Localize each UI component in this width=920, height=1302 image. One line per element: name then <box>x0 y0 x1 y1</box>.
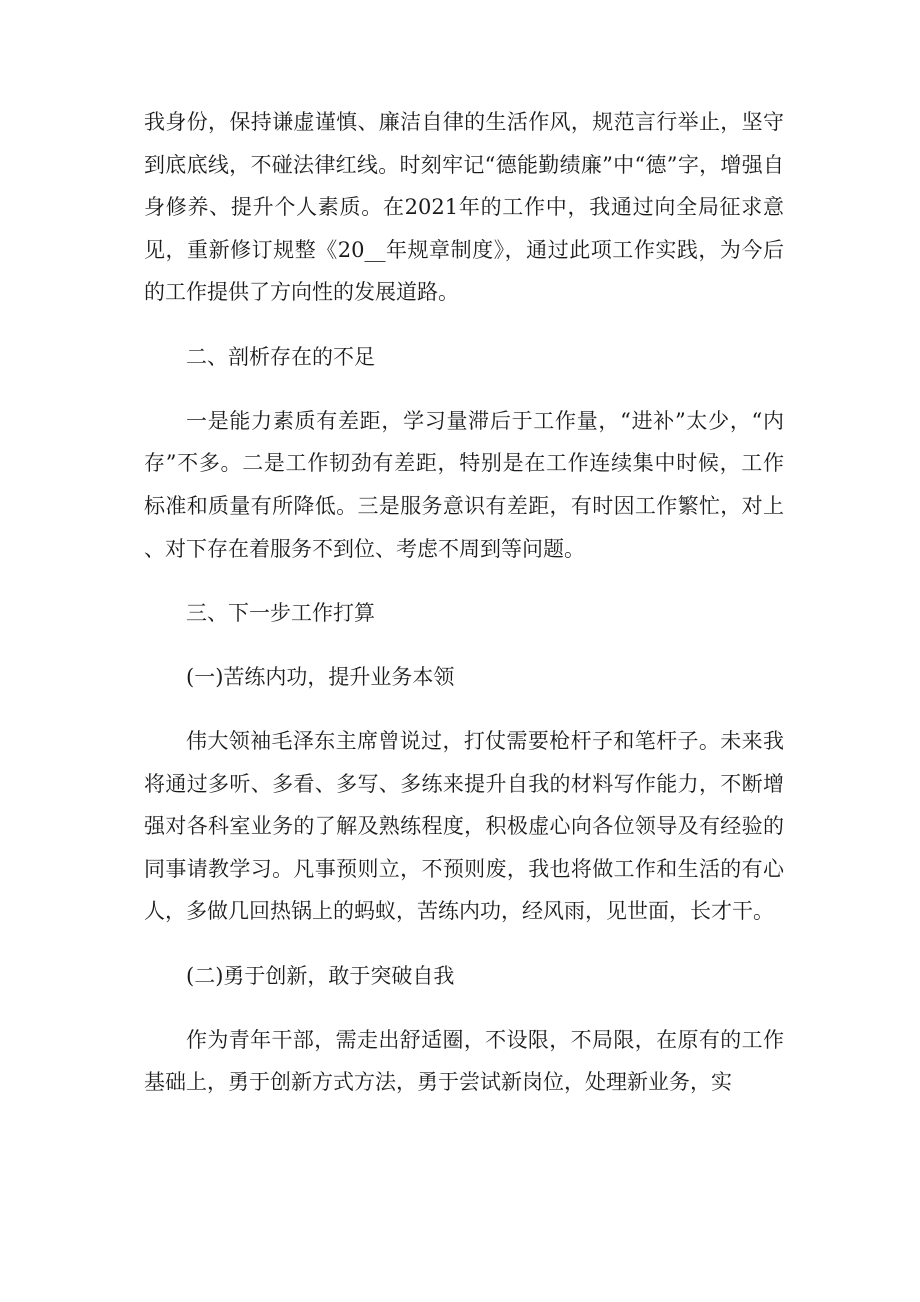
paragraph-practice-skills: 伟大领袖毛泽东主席曾说过，打仗需要枪杆子和笔杆子。未来我将通过多听、多看、多写、多练来提升自我的材料写作能力，不断增强对各科室业务的了解及熟练程度，积极虚心向各位领导及有经验的同事请教学习。凡事预则立，不预则废，我也将做工作和生活的有心人，多做几回热锅上的蚂蚁，苦练内功，经风雨，见世面，长才干。 <box>144 729 784 924</box>
document-body <box>144 101 784 1126</box>
paragraph-conduct-continuation: 我身份，保持谦虚谨慎、廉洁自律的生活作风，规范言行举止，坚守到底底线，不碰法律红线。时刻牢记“德能勤绩廉”中“德”字，增强自身修养、提升个人素质。在2021年的工作中，我通过向全局征求意见，重新修订规整《20__年规章制度》，通过此项工作实践，为今后的工作提供了方向性的发展道路。 <box>144 110 784 305</box>
subheading-practice-skills: (一)苦练内功，提升业务本领 <box>186 664 455 689</box>
section-heading-next-steps: 三、下一步工作打算 <box>186 600 375 625</box>
paragraph-innovation: 作为青年干部，需走出舒适圈，不设限，不局限，在原有的工作基础上，勇于创新方式方法，勇于尝试新岗位，处理新业务，实 <box>144 1027 784 1095</box>
subheading-innovation: (二)勇于创新，敢于突破自我 <box>186 963 455 988</box>
paragraph-shortcomings: 一是能力素质有差距，学习量滞后于工作量，“进补”太少，“内存”不多。二是工作韧劲有差距，特别是在工作连续集中时候，工作标准和质量有所降低。三是服务意识有差距，有时因工作繁忙，对上、对下存在着服务不到位、考虑不周到等问题。 <box>144 408 784 561</box>
section-heading-shortcomings: 二、剖析存在的不足 <box>186 344 375 369</box>
